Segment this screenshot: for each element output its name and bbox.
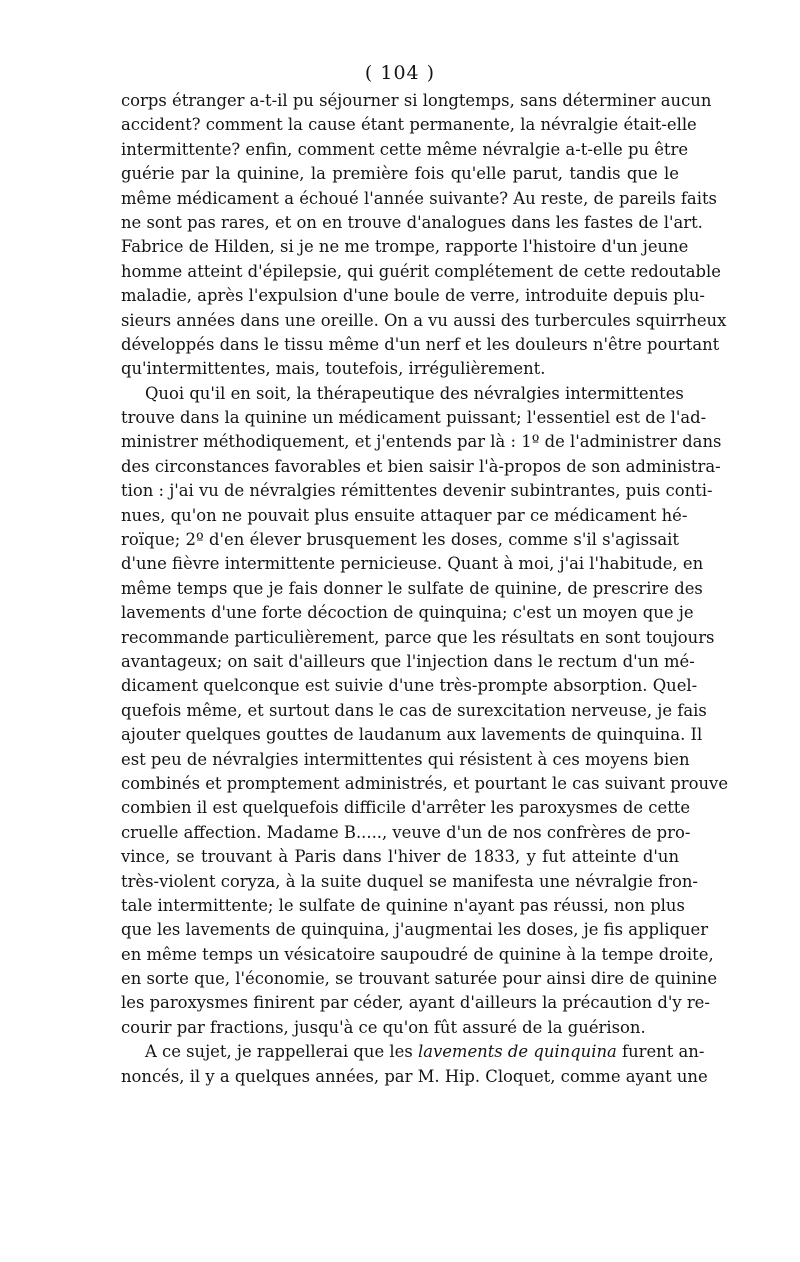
text-line: recommande particulièrement, parce que les résultats en sont toujours xyxy=(121,627,715,647)
text-line: Fabrice de Hilden, si je ne me trompe, rapporte l'histoire d'un jeune xyxy=(121,237,689,257)
text-line: combien il est quelquefois difficile d'arrêter les paroxysmes de cette xyxy=(121,798,691,818)
text-line: Quoi qu'il en soit, la thérapeutique des névralgies intermittentes xyxy=(145,383,684,403)
text-line: accident? comment la cause étant permanente, la névralgie était-elle xyxy=(121,115,697,135)
text-line: maladie, après l'expulsion d'une boule de verre, introduite depuis plu- xyxy=(121,286,705,306)
paragraph-1 xyxy=(121,89,727,382)
text-line: roïque; 2º d'en élever brusquement les doses, comme s'il s'agissait xyxy=(121,530,679,550)
text-line: nues, qu'on ne pouvait plus ensuite attaquer par ce médicament hé- xyxy=(121,505,688,525)
text-line: combinés et promptement administrés, et pourtant le cas suivant prouve xyxy=(121,773,729,793)
text-line: développés dans le tissu même d'un nerf et les douleurs n'être pourtant xyxy=(121,334,720,354)
text-line: ajouter quelques gouttes de laudanum aux lavements de quinquina. Il xyxy=(121,725,703,745)
page-number: ( 104 ) xyxy=(364,62,436,84)
text-line: que les lavements de quinquina, j'augmentai les doses, je fis appliquer xyxy=(121,920,709,940)
text-line: courir par fractions, jusqu'à ce qu'on fût assuré de la guérison. xyxy=(121,1017,646,1037)
paragraph-3 xyxy=(121,1040,708,1089)
text-line: corps étranger a-t-il pu séjourner si longtemps, sans déterminer aucun xyxy=(121,91,712,110)
text-line: qu'intermittentes, mais, toutefois, irrégulièrement. xyxy=(121,359,546,379)
text-line: vince, se trouvant à Paris dans l'hiver de 1833, y fut atteinte d'un xyxy=(121,847,679,867)
text-line-with-italic xyxy=(121,1040,705,1064)
text-line: homme atteint d'épilepsie, qui guérit complétement de cette redoutable xyxy=(121,261,721,281)
text-span: furent an- xyxy=(616,1042,705,1062)
text-line: tion : j'ai vu de névralgies rémittentes devenir subintrantes, puis conti- xyxy=(121,481,713,501)
text-line: est peu de névralgies intermittentes qui résistent à ces moyens bien xyxy=(121,749,690,769)
text-line: ministrer méthodiquement, et j'entends par là : 1º de l'administrer dans xyxy=(121,432,722,452)
text-line: quefois même, et surtout dans le cas de surexcitation nerveuse, je fais xyxy=(121,700,707,720)
text-line: même temps que je fais donner le sulfate de quinine, de prescrire des xyxy=(121,578,703,598)
text-line: intermittente? enfin, comment cette même névralgie a-t-elle pu être xyxy=(121,139,689,159)
text-span: A ce sujet, je rappellerai que les xyxy=(145,1042,418,1062)
text-line: cruelle affection. Madame B....., veuve d'un de nos confrères de pro- xyxy=(121,822,691,842)
text-line: les paroxysmes finirent par céder, ayant d'ailleurs la précaution d'y re- xyxy=(121,993,710,1013)
text-line: très-violent coryza, à la suite duquel se manifesta une névralgie fron- xyxy=(121,871,698,891)
text-line: noncés, il y a quelques années, par M. Hip. Cloquet, comme ayant une xyxy=(121,1066,708,1086)
text-line: tale intermittente; le sulfate de quinine n'ayant pas réussi, non plus xyxy=(121,895,685,915)
text-line: avantageux; on sait d'ailleurs que l'injection dans le rectum d'un mé- xyxy=(121,651,695,671)
text-line: des circonstances favorables et bien saisir l'à-propos de son administra- xyxy=(121,456,721,476)
body-text xyxy=(121,89,729,1089)
text-line: sieurs années dans une oreille. On a vu aussi des turbercules squirrheux xyxy=(121,310,727,330)
italic-term: lavements de quinquina xyxy=(417,1042,617,1062)
text-line: en sorte que, l'économie, se trouvant saturée pour ainsi dire de quinine xyxy=(121,969,718,989)
paragraph-2 xyxy=(121,382,729,1041)
text-line: même médicament a échoué l'année suivante? Au reste, de pareils faits xyxy=(121,188,717,208)
text-line: d'une fièvre intermittente pernicieuse. Quant à moi, j'ai l'habitude, en xyxy=(121,554,704,574)
text-line: lavements d'une forte décoction de quinquina; c'est un moyen que je xyxy=(121,603,694,623)
text-line: dicament quelconque est suivie d'une très-prompte absorption. Quel- xyxy=(121,676,698,696)
text-line: en même temps un vésicatoire saupoudré de quinine à la tempe droite, xyxy=(121,944,714,964)
text-line: guérie par la quinine, la première fois qu'elle parut, tandis que le xyxy=(121,164,679,184)
text-line: trouve dans la quinine un médicament puissant; l'essentiel est de l'ad- xyxy=(121,408,707,428)
text-line: ne sont pas rares, et on en trouve d'analogues dans les fastes de l'art. xyxy=(121,212,703,232)
